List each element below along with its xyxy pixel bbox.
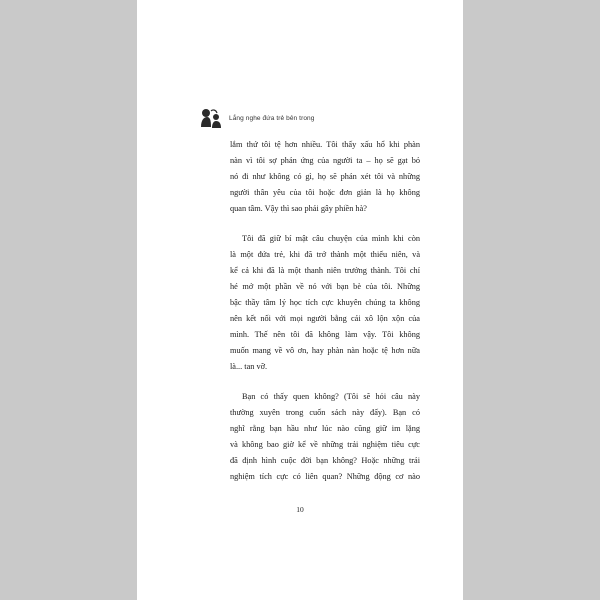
text-line: bậc thầy tâm lý học tích cực khuyên chúng ta không: [230, 298, 420, 307]
paragraph-2: [230, 231, 420, 375]
page-number: 10: [296, 505, 304, 514]
text-line: nàn vì tôi sợ phản ứng của người ta – họ sẽ gạt bỏ: [230, 156, 420, 165]
paragraph-3: [230, 389, 420, 485]
text-line: Bạn có thấy quen không? (Tôi sẽ hỏi câu này: [242, 392, 420, 401]
text-line: người thân yêu của tôi hoặc đơn giản là họ không: [230, 188, 420, 197]
text-line: nghĩ rằng bạn hầu như lúc nào cũng giữ im lặng: [230, 424, 420, 433]
text-line: thường xuyên trong cuốn sách này đấy). Bạn có: [230, 408, 420, 417]
body-text: [230, 137, 420, 485]
text-line: kể cả khi đã là một thanh niên trưởng thành. Tôi chỉ: [230, 266, 420, 275]
text-line: Tôi đã giữ bí mật câu chuyện của mình khi còn: [242, 234, 420, 243]
text-line: lắm thứ tôi tệ hơn nhiều. Tôi thấy xấu hổ khi phàn: [230, 140, 420, 149]
text-line: hé mở một phần về nó với bạn bè của tôi. Những: [230, 282, 420, 291]
text-line: mình. Thế nên tôi đã không làm vậy. Tôi không: [230, 330, 420, 339]
text-line: là một đứa trẻ, khi đã trở thành một thiếu niên, và: [230, 250, 420, 259]
text-line: nghiệm tích cực có liên quan? Những động cơ nào: [230, 472, 420, 481]
text-line: đã định hình cuộc đời bạn không? Hoặc những trải: [230, 456, 420, 465]
text-line: nó đi như không có gì, họ sẽ phán xét tôi và những: [230, 172, 420, 181]
text-line: quan tâm. Vậy thì sao phải gây phiền hà?: [230, 204, 367, 213]
running-title: Lắng nghe đứa trẻ bên trong: [229, 114, 315, 122]
text-line: là... tan vỡ.: [230, 362, 268, 371]
page-header: [199, 107, 314, 129]
child-listening-logo-icon: [199, 107, 223, 129]
text-line: nên kết nối với mọi người bằng cái xô lộn xộn của: [230, 314, 420, 323]
text-line: và không bao giờ kể về những trải nghiệm tiêu cực: [230, 440, 420, 449]
paragraph-1: [230, 137, 420, 217]
book-page: [137, 0, 463, 600]
text-line: muốn mang về vô ơn, hay phàn nàn hoặc tệ hơn nữa: [230, 346, 420, 355]
